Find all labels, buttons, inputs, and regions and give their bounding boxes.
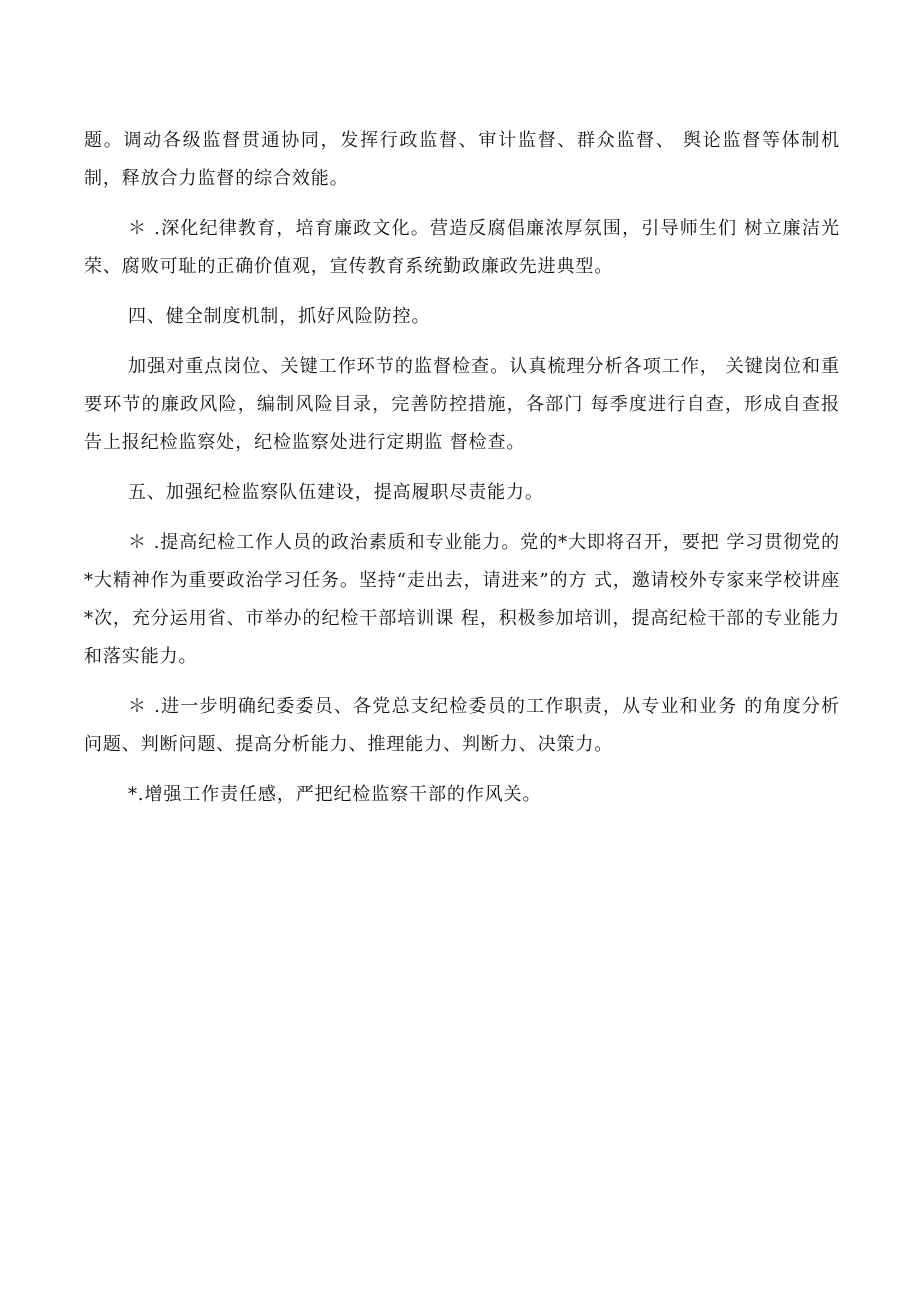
paragraph-discipline-education: ＊ .深化纪律教育，培育廉政文化。营造反腐倡廉浓厚氛围，引导师生们 树立廉洁光荣、腐败可耻的正确价值观，宣传教育系统勤政廉政先进典型。 bbox=[84, 218, 840, 277]
paragraph-political-quality: ＊ .提高纪检工作人员的政治素质和专业能力。党的*大即将召开，要把 学习贯彻党的*大精神作为重要政治学习任务。坚持“走出去，请进来”的方 式，邀请校外专家来学校讲座*次，充分运用省、市举办的纪检干部培训课 程，积极参加培训，提高纪检干部的专业能力和落实能力。 bbox=[84, 532, 840, 667]
paragraph-committee-duties: ＊ .进一步明确纪委委员、各党总支纪检委员的工作职责，从专业和业务 的角度分析问题、判断问题、提高分析能力、推理能力、判断力、决策力。 bbox=[84, 696, 840, 755]
section-heading-team-building: 五、加强纪检监察队伍建设，提高履职尽责能力。 bbox=[128, 482, 544, 503]
section-heading-risk-control: 四、健全制度机制，抓好风险防控。 bbox=[128, 306, 431, 327]
paragraph-key-posts-supervision: 加强对重点岗位、关键工作环节的监督检查。认真梳理分析各项工作， 关键岗位和重要环节的廉政风险，编制风险目录，完善防控措施，各部门 每季度进行自查，形成自查报告上报纪检监察处，纪检监察处进行定期监 督检查。 bbox=[84, 356, 840, 453]
document-page bbox=[84, 122, 840, 814]
paragraph-supervision-continuation: 题。调动各级监督贯通协同，发挥行政监督、审计监督、群众监督、 舆论监督等体制机制，释放合力监督的综合效能。 bbox=[84, 130, 840, 189]
paragraph-work-style: *.增强工作责任感，严把纪检监察干部的作风关。 bbox=[128, 784, 542, 805]
